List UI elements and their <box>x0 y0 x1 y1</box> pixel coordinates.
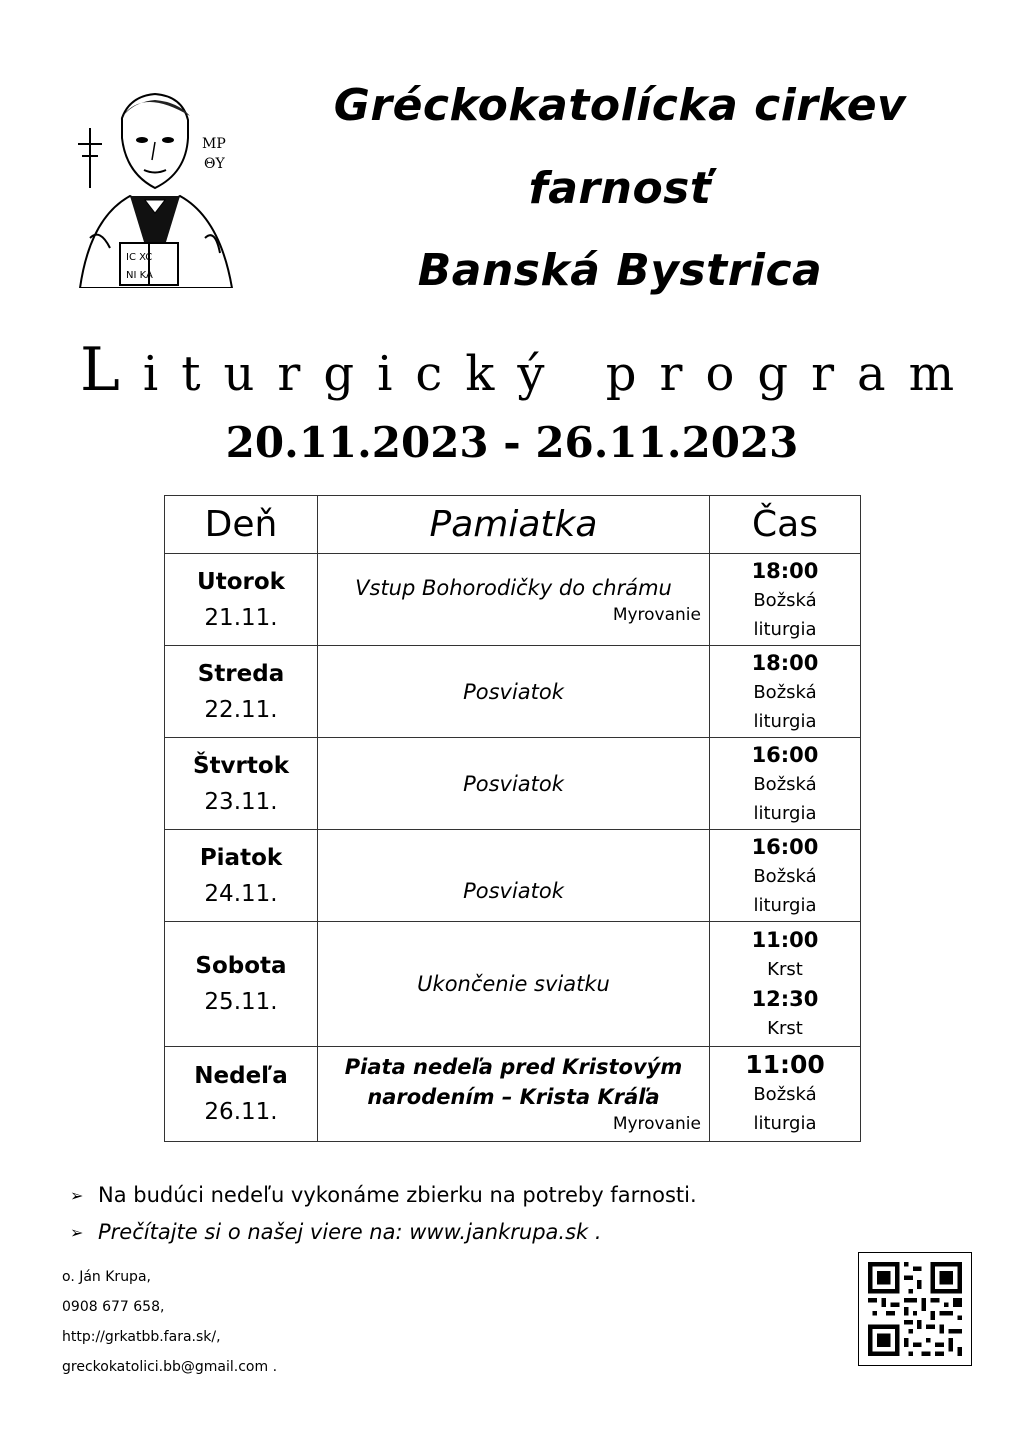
memorial-text: Vstup Bohorodičky do chrámu <box>355 575 672 600</box>
day-name: Nedeľa <box>194 1063 288 1089</box>
date-range: 20.11.2023 - 26.11.2023 <box>225 418 799 467</box>
service-time: 11:00 <box>751 928 819 952</box>
day-date: 26.11. <box>204 1099 278 1125</box>
contact-email[interactable]: greckokatolici.bb@gmail.com . <box>62 1359 278 1375</box>
header-time: Čas <box>710 496 861 554</box>
announcement-text: Prečítajte si o našej viere na: www.jankrupa.sk . <box>98 1220 602 1244</box>
memorial-cell <box>318 1047 710 1142</box>
announcement-text: Na budúci nedeľu vykonáme zbierku na potreby farnosti. <box>98 1183 697 1207</box>
service-type: Božská liturgia <box>753 589 817 640</box>
city-title: Banská Bystrica <box>417 245 823 296</box>
memorial-note: Myrovanie <box>612 604 701 625</box>
memorial-note: Myrovanie <box>612 1114 701 1134</box>
service-type: Božská liturgia <box>753 773 817 824</box>
day-cell <box>165 646 318 738</box>
memorial-cell <box>318 922 710 1047</box>
memorial-text: Posviatok <box>463 878 564 903</box>
contact-website[interactable]: http://grkatbb.fara.sk/, <box>62 1329 221 1345</box>
day-cell <box>165 1047 318 1142</box>
day-name: Streda <box>197 660 285 687</box>
day-cell <box>165 922 318 1047</box>
time-cell <box>710 1047 861 1142</box>
header-day: Deň <box>165 496 318 554</box>
table-header-row <box>165 496 861 554</box>
memorial-text: Ukončenie sviatku <box>417 972 610 996</box>
parish-title: farnosť <box>528 163 712 214</box>
contact-name: o. Ján Krupa, <box>62 1269 151 1285</box>
qr-code-icon <box>858 1252 972 1366</box>
book-inscription-top: IC XC <box>126 252 153 263</box>
memorial-cell <box>318 646 710 738</box>
list-item <box>70 1214 870 1251</box>
day-cell <box>165 554 318 646</box>
day-date: 25.11. <box>204 989 278 1015</box>
day-name: Štvrtok <box>193 752 289 779</box>
day-name: Piatok <box>199 844 283 871</box>
service-type: Božská liturgia <box>753 681 817 732</box>
service-type: Krst <box>767 1018 803 1039</box>
day-date: 23.11. <box>204 788 278 815</box>
contact-block <box>62 1262 277 1382</box>
arrow-bullet-icon: ➢ <box>70 1186 84 1205</box>
service-type: Božská liturgia <box>753 1084 817 1134</box>
day-date: 24.11. <box>204 880 278 907</box>
service-time: 18:00 <box>751 650 819 675</box>
service-time: 16:00 <box>751 834 819 859</box>
saint-portrait-icon <box>70 78 240 288</box>
day-cell <box>165 830 318 922</box>
header-memorial: Pamiatka <box>318 496 710 554</box>
contact-phone: 0908 677 658, <box>62 1299 165 1315</box>
memorial-cell <box>318 830 710 922</box>
arrow-bullet-icon: ➢ <box>70 1223 84 1242</box>
schedule-table <box>164 495 861 1142</box>
day-name: Utorok <box>197 568 285 595</box>
memorial-cell <box>318 554 710 646</box>
memorial-cell <box>318 738 710 830</box>
list-item <box>70 1177 870 1214</box>
service-type: Krst <box>767 959 803 980</box>
monogram-bottom: ΘY <box>204 156 225 172</box>
time-cell <box>710 830 861 922</box>
day-cell <box>165 738 318 830</box>
table-row <box>165 1047 861 1142</box>
time-cell <box>710 646 861 738</box>
monogram-top: MP <box>202 136 226 152</box>
time-cell <box>710 554 861 646</box>
table-row <box>165 922 861 1047</box>
program-title-rest: iturgický program <box>142 346 978 402</box>
time-cell <box>710 922 861 1047</box>
day-date: 22.11. <box>204 696 278 723</box>
memorial-text: Posviatok <box>463 771 564 796</box>
time-cell <box>710 738 861 830</box>
book-inscription-bottom: NI KA <box>126 270 153 281</box>
announcements <box>70 1177 870 1251</box>
service-time: 11:00 <box>745 1050 825 1079</box>
service-time: 12:30 <box>751 987 819 1011</box>
memorial-text: Piata nedeľa pred Kristovým narodením – Krista Kráľa <box>344 1055 683 1109</box>
table-row <box>165 554 861 646</box>
table-row <box>165 830 861 922</box>
table-row <box>165 646 861 738</box>
service-time: 16:00 <box>751 742 819 767</box>
church-title: Gréckokatolícka cirkev <box>333 80 907 131</box>
service-type: Božská liturgia <box>753 865 817 916</box>
service-time: 18:00 <box>751 558 819 583</box>
program-title <box>80 335 978 405</box>
program-title-initial: L <box>80 335 143 405</box>
day-name: Sobota <box>195 953 287 979</box>
memorial-text: Posviatok <box>463 679 564 704</box>
day-date: 21.11. <box>204 604 278 631</box>
table-row <box>165 738 861 830</box>
